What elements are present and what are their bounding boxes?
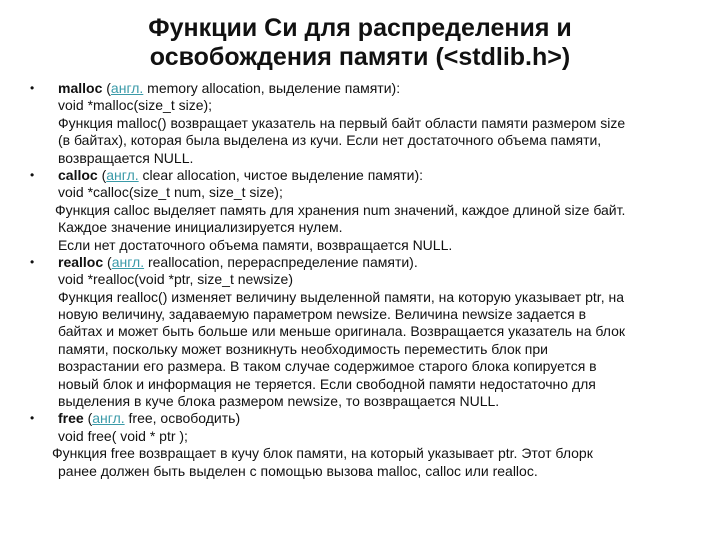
paren-open: ( — [103, 253, 112, 270]
body-line: void *realloc(void *ptr, size_t newsize) — [58, 271, 293, 288]
body-line: Функция malloc() возвращает указатель на первый байт области памяти размером size — [58, 114, 626, 131]
paren-open: ( — [83, 410, 93, 427]
function-name: calloc — [58, 166, 98, 183]
bullet-item-free — [0, 410, 720, 427]
body-line: новую величину, задаваемую параметром newsize. Величина newsize задается в — [58, 306, 587, 323]
paren-open: ( — [102, 80, 111, 96]
bullet-icon: • — [30, 167, 35, 182]
description: reallocation, перераспределение памяти). — [144, 253, 418, 270]
function-name: free — [58, 410, 84, 427]
paren-open: ( — [97, 166, 107, 183]
body-line: памяти, поскольку может возникнуть необходимость переместить блок при — [58, 340, 548, 357]
english-link[interactable]: англ. — [111, 253, 145, 270]
body-line: выделения в куче блока размером newsize, то возвращается NULL. — [58, 393, 500, 410]
function-name: malloc — [58, 80, 103, 96]
bullet-item-calloc — [0, 167, 720, 184]
slide-title-line-2: освобождения памяти (<stdlib.h>) — [149, 43, 571, 71]
english-link[interactable]: англ. — [110, 80, 144, 96]
body-line: Функция realloc() изменяет величину выделенной памяти, на которую указывает ptr, на — [58, 288, 624, 305]
english-link[interactable]: англ. — [106, 166, 139, 183]
function-name: realloc — [58, 253, 104, 270]
body-line: void *malloc(size_t size); — [58, 97, 213, 114]
body-line: void free( void * ptr ); — [58, 427, 188, 444]
slide-title-line-1: Функции Си для распределения и — [148, 14, 572, 42]
body-line: ранее должен быть выделен с помощью вызова malloc, calloc или realloc. — [58, 462, 538, 479]
description: memory allocation, выделение памяти): — [143, 80, 401, 96]
body-line: Если нет достаточного объема памяти, возвращается NULL. — [58, 236, 453, 253]
bullet-item-malloc — [0, 80, 720, 97]
body-line: Каждое значение инициализируется нулем. — [58, 219, 343, 236]
slide-title — [0, 14, 720, 72]
body-line: Функция free возвращает в кучу блок памяти, на который указывает ptr. Этот блорк — [52, 445, 593, 462]
english-link[interactable]: англ. — [92, 410, 125, 427]
bullet-item-realloc — [0, 254, 720, 271]
body-line: void *calloc(size_t num, size_t size); — [58, 184, 283, 201]
description: free, освободить) — [124, 410, 241, 427]
bullet-icon: • — [30, 411, 35, 426]
bullet-icon: • — [30, 81, 35, 95]
description: clear allocation, чистое выделение памяти): — [138, 166, 424, 183]
slide-body — [0, 80, 720, 480]
body-line: (в байтах), которая была выделена из кучи. Если нет достаточного объема памяти, — [58, 132, 602, 149]
body-line: байтах и может быть больше или меньше оригинала. Возвращается указатель на блок — [58, 323, 626, 340]
body-line: возвращается NULL. — [58, 149, 194, 166]
bullet-icon: • — [30, 254, 35, 269]
body-line: возрастании его размера. В таком случае содержимое старого блока копируется в — [58, 358, 597, 375]
body-line: Функция calloc выделяет память для хранения num значений, каждое длиной size байт. — [55, 201, 626, 218]
body-line: новый блок и информация не теряется. Если свободной памяти недостаточно для — [58, 375, 596, 392]
